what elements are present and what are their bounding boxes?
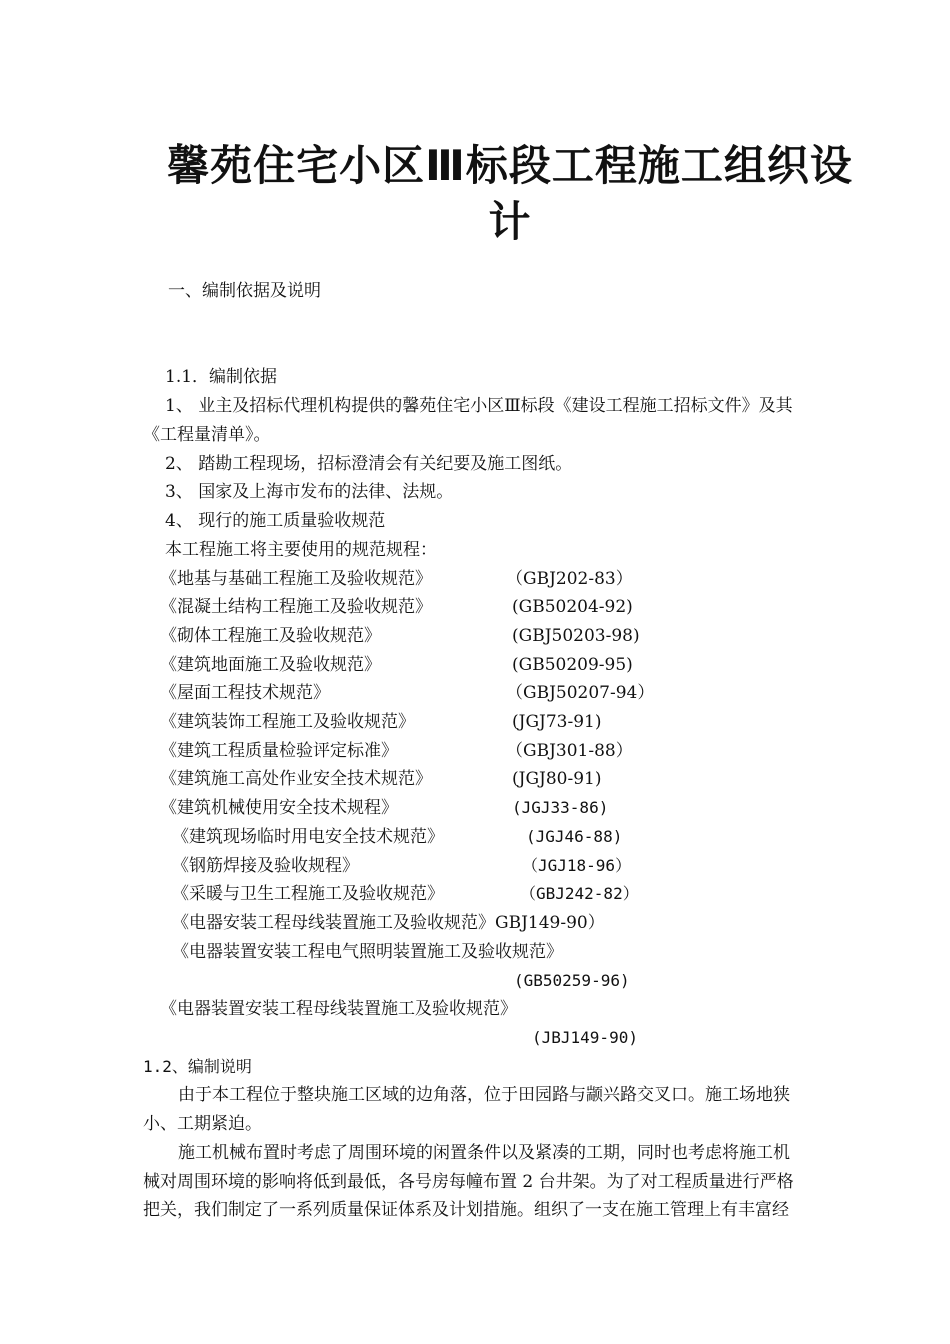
paragraph-2-cont: 把关，我们制定了一系列质量保证体系及计划措施。组织了一支在施工管理上有丰富经	[143, 1200, 789, 1220]
title-line-1: 馨苑住宅小区Ⅲ标段工程施工组织设	[167, 141, 853, 190]
standard-name: 《砌体工程施工及验收规范》	[160, 626, 381, 646]
title-line-2: 计	[488, 197, 532, 246]
standard-code: (GB50204-92)	[512, 597, 633, 617]
standards-intro: 本工程施工将主要使用的规范规程：	[165, 540, 437, 560]
subsection-heading-1-2: 1.2、编制说明	[143, 1057, 252, 1076]
standard-code: （GBJ301-88）	[506, 741, 633, 761]
standard-code: (GB50209-95)	[512, 655, 633, 675]
standard-code: (JGJ80-91)	[512, 769, 602, 789]
standard-code: (GBJ50203-98)	[512, 626, 640, 646]
standard-name: 《建筑机械使用安全技术规程》	[160, 798, 398, 818]
document-title	[150, 138, 870, 250]
standard-code: （GBJ50207-94）	[506, 683, 655, 703]
standard-name: 《建筑现场临时用电安全技术规范》	[172, 827, 444, 847]
standard-code: （JGJ18-96）	[522, 856, 632, 875]
standard-name: 《建筑施工高处作业安全技术规范》	[160, 769, 432, 789]
standard-code: （GBJ242-82）	[520, 884, 639, 903]
standard-code: (JGJ73-91)	[512, 712, 602, 732]
standard-name: 《建筑装饰工程施工及验收规范》	[160, 712, 415, 732]
standard-name: 《混凝土结构工程施工及验收规范》	[160, 597, 432, 617]
standard-code: (JGJ46-88)	[526, 827, 623, 846]
paragraph-1: 由于本工程位于整块施工区域的边角落，位于田园路与颛兴路交叉口。施工场地狭	[178, 1085, 790, 1105]
basis-item-3: 3、 国家及上海市发布的法律、法规。	[165, 482, 454, 502]
standard-name: 《采暖与卫生工程施工及验收规范》	[172, 884, 444, 904]
standard-code: (JBJ149-90)	[532, 1028, 638, 1047]
standard-code: （GBJ202-83）	[506, 569, 633, 589]
section-heading: 一、编制依据及说明	[168, 281, 321, 301]
basis-item-1-cont: 《工程量清单》。	[143, 425, 271, 445]
standard-name: 《电器装置安装工程电气照明装置施工及验收规范》	[172, 942, 563, 962]
standard-code: (JGJ33-86)	[512, 798, 609, 817]
standard-name: 《钢筋焊接及验收规程》	[172, 856, 359, 876]
paragraph-2-cont: 械对周围环境的影响将低到最低，各号房每幢布置 2 台井架。为了对工程质量进行严格	[143, 1172, 794, 1192]
subsection-heading-1-1: 1.1．编制依据	[165, 367, 278, 387]
standard-name: 《电器安装工程母线装置施工及验收规范》GBJ149-90）	[172, 913, 605, 933]
paragraph-2: 施工机械布置时考虑了周围环境的闲置条件以及紧凑的工期，同时也考虑将施工机	[178, 1143, 790, 1163]
paragraph-1-cont: 小、工期紧迫。	[143, 1114, 262, 1134]
basis-item-1: 1、 业主及招标代理机构提供的馨苑住宅小区Ⅲ标段《建设工程施工招标文件》及其	[165, 396, 793, 416]
standard-name: 《建筑工程质量检验评定标准》	[160, 741, 398, 761]
standard-name: 《地基与基础工程施工及验收规范》	[160, 569, 432, 589]
basis-item-2: 2、 踏勘工程现场，招标澄清会有关纪要及施工图纸。	[165, 454, 573, 474]
standard-code: (GB50259-96)	[514, 971, 630, 990]
standard-name: 《建筑地面施工及验收规范》	[160, 655, 381, 675]
standard-name: 《屋面工程技术规范》	[160, 683, 330, 703]
basis-item-4: 4、 现行的施工质量验收规范	[165, 511, 386, 531]
standard-name: 《电器装置安装工程母线装置施工及验收规范》	[160, 999, 517, 1019]
